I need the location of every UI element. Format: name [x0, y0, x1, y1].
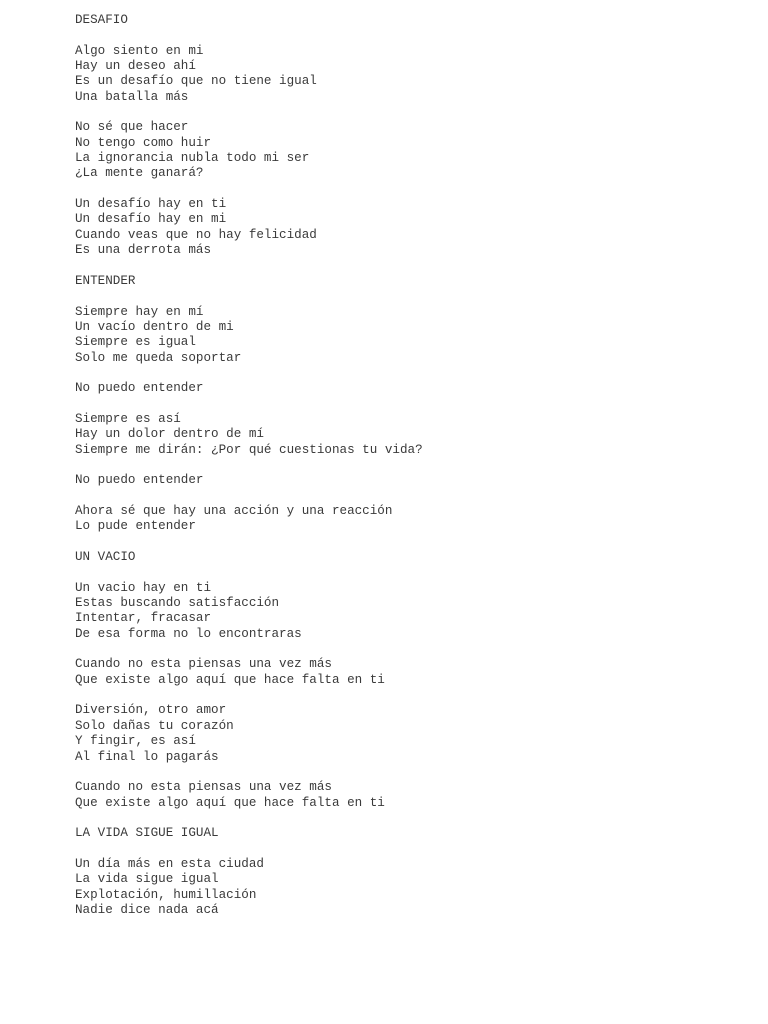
blank-line: [75, 397, 755, 412]
blank-line: [75, 458, 755, 473]
text-line: Una batalla más: [75, 89, 189, 104]
text-line: Un desafío hay en mi: [75, 212, 227, 227]
blank-line: [75, 366, 755, 381]
blank-line: [75, 765, 755, 780]
text-line: Un día más en esta ciudad: [75, 856, 264, 871]
text-line: La vida sigue igual: [75, 872, 219, 887]
text-line: Explotación, humillación: [75, 887, 257, 902]
text-line: No tengo como huir: [75, 135, 212, 150]
blank-line: [75, 105, 755, 120]
text-line: Cuando no esta piensas una vez más: [75, 657, 332, 672]
text-line: Nadie dice nada acá: [75, 902, 219, 917]
text-line: ¿La mente ganará?: [75, 166, 204, 181]
text-line: La ignorancia nubla todo mi ser: [75, 151, 310, 166]
text-line: Cuando no esta piensas una vez más: [75, 780, 332, 795]
text-line: No puedo entender: [75, 381, 204, 396]
text-line: Ahora sé que hay una acción y una reacción: [75, 504, 393, 518]
text-line: Siempre es igual: [75, 335, 196, 350]
text-line: Cuando veas que no hay felicidad: [75, 227, 317, 242]
text-line: Un vacio hay en ti: [75, 580, 212, 595]
blank-line: [75, 289, 755, 304]
text-line: Algo siento en mi: [75, 43, 204, 58]
text-line: Estas buscando satisfacción: [75, 596, 280, 611]
text-line: Siempre es así: [75, 411, 181, 426]
text-line: No puedo entender: [75, 473, 204, 488]
blank-line: [75, 28, 755, 43]
blank-line: [75, 259, 755, 274]
text-line: De esa forma no lo encontraras: [75, 626, 302, 641]
section-heading: ENTENDER: [75, 273, 136, 288]
blank-line: [75, 565, 755, 580]
blank-line: [75, 642, 755, 657]
document-body: [75, 13, 755, 918]
text-line: Al final lo pagarás: [75, 749, 219, 764]
text-line: Lo pude entender: [75, 519, 196, 534]
blank-line: [75, 489, 755, 504]
text-line: Es una derrota más: [75, 243, 212, 258]
text-line: Diversión, otro amor: [75, 703, 227, 718]
blank-line: [75, 535, 755, 550]
text-line: Solo dañas tu corazón: [75, 718, 234, 733]
text-line: Es un desafío que no tiene igual: [75, 74, 317, 89]
text-line: Un vacío dentro de mi: [75, 319, 234, 334]
blank-line: [75, 182, 755, 197]
section-heading: UN VACIO: [75, 550, 136, 565]
text-line: Un desafío hay en ti: [75, 197, 227, 212]
text-line: Siempre me dirán: ¿Por qué cuestionas tu vida?: [75, 442, 423, 457]
section-heading: LA VIDA SIGUE IGUAL: [75, 826, 219, 841]
text-line: Intentar, fracasar: [75, 611, 212, 626]
text-line: Hay un deseo ahí: [75, 59, 196, 74]
section-heading: DESAFIO: [75, 13, 128, 27]
text-line: Solo me queda soportar: [75, 350, 242, 365]
text-line: Que existe algo aquí que hace falta en ti: [75, 795, 385, 810]
text-line: No sé que hacer: [75, 120, 189, 135]
text-line: Que existe algo aquí que hace falta en ti: [75, 672, 385, 687]
text-line: Hay un dolor dentro de mí: [75, 427, 264, 442]
blank-line: [75, 811, 755, 826]
text-line: Y fingir, es así: [75, 734, 196, 749]
text-line: Siempre hay en mí: [75, 304, 204, 319]
blank-line: [75, 842, 755, 857]
blank-line: [75, 688, 755, 703]
